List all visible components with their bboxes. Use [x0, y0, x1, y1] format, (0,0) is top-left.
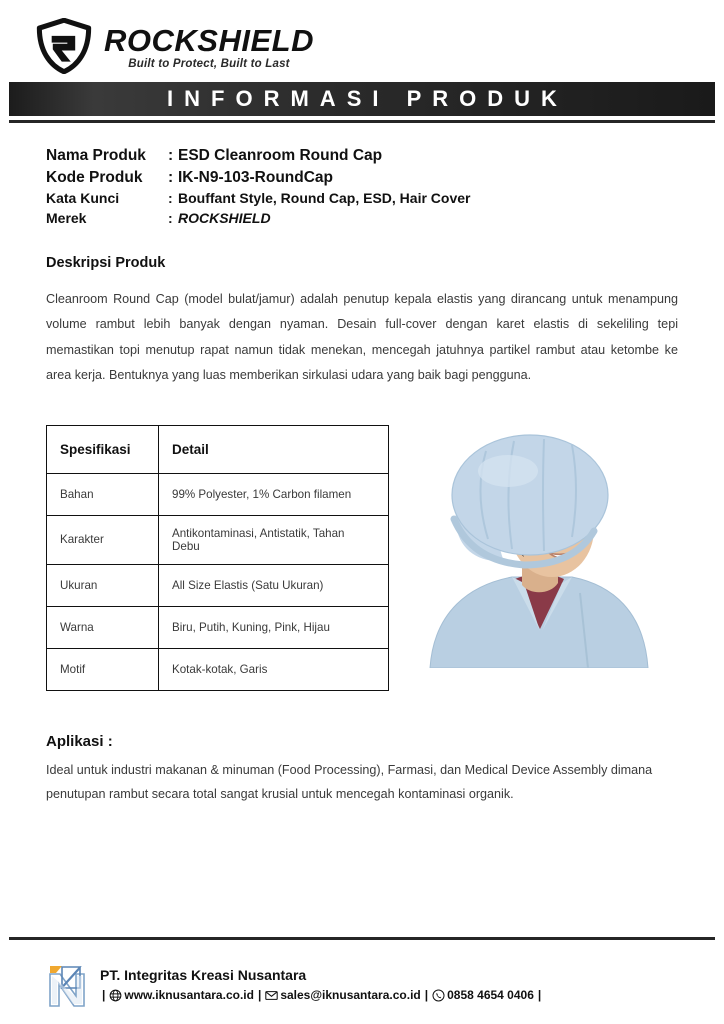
table-row: [47, 564, 389, 606]
table-row: [47, 606, 389, 648]
table-row: [47, 648, 389, 690]
field-label: Merek: [46, 209, 87, 226]
spec-name: Karakter: [47, 515, 159, 564]
phone-text[interactable]: 0858 4654 0406: [447, 988, 534, 1003]
brand-name: ROCKSHIELD: [104, 22, 314, 58]
brand-text-block: [104, 23, 314, 70]
specs-and-photo: [0, 425, 724, 691]
table-row: [47, 515, 389, 564]
globe-icon: [109, 989, 122, 1002]
field-value-kode-produk: IK-N9-103-RoundCap: [178, 169, 334, 186]
spec-name: Motif: [47, 648, 159, 690]
field-value-merek: ROCKSHIELD: [178, 209, 271, 226]
field-label: Kode Produk: [46, 169, 143, 186]
specification-table: [46, 425, 389, 691]
email-text[interactable]: sales@iknusantara.co.id: [280, 988, 421, 1003]
header-divider: [9, 120, 715, 123]
spec-detail: 99% Polyester, 1% Carbon filamen: [159, 473, 389, 515]
company-name: PT. Integritas Kreasi Nusantara: [100, 966, 307, 983]
product-fields: [46, 145, 724, 229]
table-row: [47, 473, 389, 515]
brand-tagline: Built to Protect, Built to Last: [128, 57, 290, 70]
field-separator: :: [168, 147, 174, 164]
product-photo-area: [389, 425, 684, 668]
spec-name: Bahan: [47, 473, 159, 515]
description-body: Cleanroom Round Cap (model bulat/jamur) adalah penutup kepala elastis yang dirancang untuk menampung volume rambut lebih banyak dengan nyaman. Desain full-cover dengan karet elastis di sekeliling tepi memastikan topi menutup rapat namun tidak menekan, mencegah jatuhnya partikel rambut atau ketombe ke area kerja. Bentuknya yang luas memberikan sirkulasi udara yang baik bagi pengguna.: [46, 291, 678, 383]
spec-detail: Kotak-kotak, Garis: [159, 648, 389, 690]
product-photo-person-wearing-round-cap: [412, 433, 662, 668]
informasi-produk-banner: [9, 82, 715, 116]
envelope-icon: [265, 989, 278, 1002]
separator: |: [537, 988, 542, 1003]
table-header-spesifikasi: Spesifikasi: [47, 425, 159, 473]
spec-name: Ukuran: [47, 564, 159, 606]
description-title: Deskripsi Produk: [46, 254, 166, 271]
field-row-kata-kunci: [46, 189, 724, 209]
separator: |: [257, 988, 262, 1003]
footer: [46, 960, 543, 1010]
field-separator: :: [168, 190, 173, 206]
ikn-monogram-icon: [46, 960, 90, 1010]
spec-detail: All Size Elastis (Satu Ukuran): [159, 564, 389, 606]
brand-header: [0, 0, 724, 82]
separator: |: [424, 988, 429, 1003]
field-separator: :: [168, 209, 173, 226]
spec-name: Warna: [47, 606, 159, 648]
table-header-detail: Detail: [159, 425, 389, 473]
spec-detail: Biru, Putih, Kuning, Pink, Hijau: [159, 606, 389, 648]
website-text[interactable]: www.iknusantara.co.id: [124, 988, 254, 1003]
footer-text-block: [100, 966, 543, 1005]
field-separator: :: [168, 169, 174, 186]
banner-title: INFORMASI PRODUK: [167, 86, 568, 111]
field-row-nama-produk: [46, 145, 724, 167]
phone-circle-icon: [432, 989, 445, 1002]
table-header-row: [47, 425, 389, 473]
field-value-nama-produk: ESD Cleanroom Round Cap: [178, 147, 383, 164]
separator: |: [102, 988, 106, 1003]
field-label: Kata Kunci: [46, 190, 120, 206]
field-row-kode-produk: [46, 167, 724, 189]
spec-detail: Antikontaminasi, Antistatik, Tahan Debu: [159, 515, 389, 564]
application-title: Aplikasi :: [46, 732, 113, 750]
field-value-kata-kunci: Bouffant Style, Round Cap, ESD, Hair Cover: [178, 190, 471, 206]
application-body: Ideal untuk industri makanan & minuman (Food Processing), Farmasi, dan Medical Device Assembly dimana penutupan rambut secara total sangat krusial untuk mencegah kontaminasi organik.: [46, 762, 653, 801]
shield-r-icon: [36, 18, 92, 74]
field-row-merek: [46, 209, 724, 229]
banner-wrapper: [0, 82, 724, 116]
contact-line: [100, 986, 543, 1004]
field-label: Nama Produk: [46, 147, 146, 164]
footer-divider: [9, 937, 715, 940]
